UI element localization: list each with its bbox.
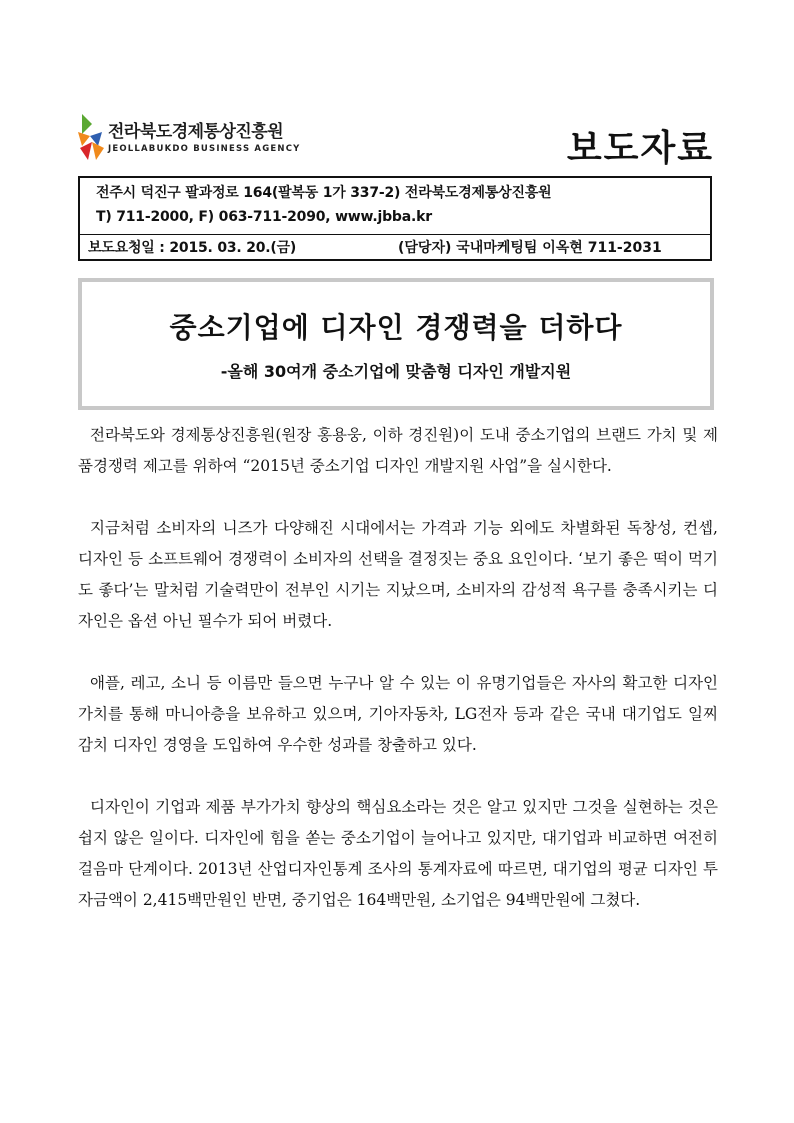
request-date: 보도요청일 : 2015. 03. 20.(금)	[88, 240, 297, 256]
agency-name: 전라북도경제통상진흥원	[108, 122, 284, 142]
info-box	[78, 176, 712, 261]
paragraph: 전라북도와 경제통상진흥원(원장 홍용웅, 이하 경진원)이 도내 중소기업의 브랜드 가치 및 제품경쟁력 제고를 위하여 “2015년 중소기업 디자인 개발지원 사업”을 실시한다.	[78, 426, 718, 475]
contact-person: (담당자) 국내마케팅팀 이옥현 711-2031	[398, 240, 662, 256]
paragraph: 디자인이 기업과 제품 부가가치 향상의 핵심요소라는 것은 알고 있지만 그것을 실현하는 것은 쉽지 않은 일이다. 디자인에 힘을 쏟는 중소기업이 늘어나고 있지만, 대기업과 비교하면 여전히 걸음마 단계이다. 2013년 산업디자인통계 조사의 통계자료에 따르면, 대기업의 평균 디자인 투자금액이 2,415백만원인 반면, 중기업은 164백만원, 소기업은 94백만원에 그쳤다.	[78, 798, 718, 909]
agency-name-en: JEOLLABUKDO BUSINESS AGENCY	[108, 144, 301, 154]
agency-logo	[78, 114, 318, 164]
headline-subtitle: -올해 30여개 중소기업에 맞춤형 디자인 개발지원	[220, 362, 572, 381]
phone-line: T) 711-2000, F) 063-711-2090, www.jbba.kr	[96, 209, 432, 225]
info-divider	[80, 234, 710, 235]
headline-title: 중소기업에 디자인 경쟁력을 더하다	[169, 311, 623, 344]
address-line: 전주시 덕진구 팔과정로 164(팔복동 1가 337-2) 전라북도경제통상진흥원	[96, 185, 552, 201]
article-body	[78, 420, 718, 947]
agency-logo-mark-icon	[78, 114, 104, 160]
paragraph: 지금처럼 소비자의 니즈가 다양해진 시대에서는 가격과 기능 외에도 차별화된 독창성, 컨셉, 디자인 등 소프트웨어 경쟁력이 소비자의 선택을 결정짓는 중요 요인이다. ‘보기 좋은 떡이 먹기도 좋다’는 말처럼 기술력만이 전부인 시기는 지났으며, 소비자의 감성적 욕구를 충족시키는 디자인은 옵션 아닌 필수가 되어 버렸다.	[78, 519, 718, 630]
headline-box	[78, 278, 714, 410]
document-type-title: 보도자료	[566, 128, 714, 169]
paragraph: 애플, 레고, 소니 등 이름만 들으면 누구나 알 수 있는 이 유명기업들은 자사의 확고한 디자인 가치를 통해 마니아층을 보유하고 있으며, 기아자동차, LG전자 등과 같은 국내 대기업도 일찌감치 디자인 경영을 도입하여 우수한 성과를 창출하고 있다.	[78, 674, 718, 754]
